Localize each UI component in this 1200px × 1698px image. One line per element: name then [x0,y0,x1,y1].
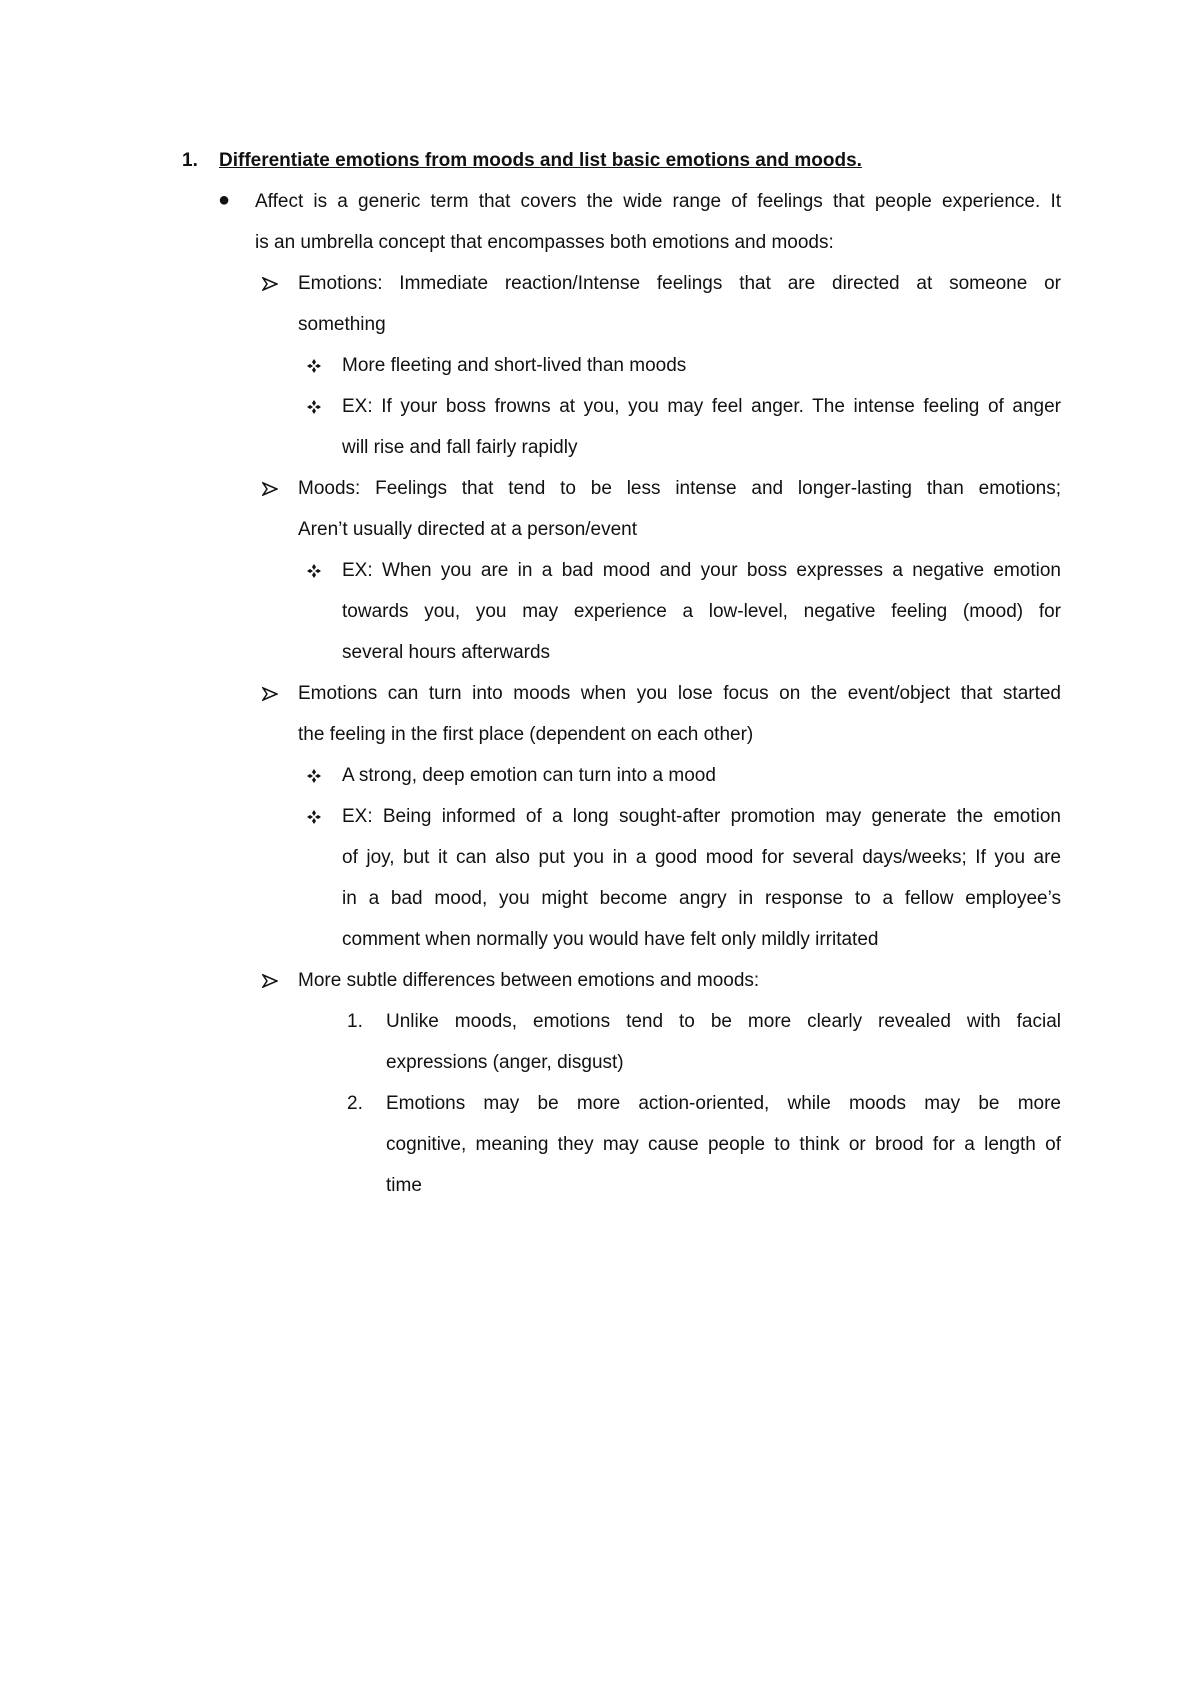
arrow-bullet-icon [262,263,280,304]
emotions-sub-2-line-2: will rise and fall fairly rapidly [342,437,578,458]
turn-into-line-1: Emotions can turn into moods when you lose focus on the event/object that started [298,683,1061,704]
moods-sub-1-line-2: towards you, you may experience a low-level, negative feeling (mood) for [342,601,1061,622]
emotions-sub-2-line-1: EX: If your boss frowns at you, you may feel anger. The intense feeling of anger [342,396,1061,417]
moods-line-1: Moods: Feelings that tend to be less intense and longer-lasting than emotions; [298,478,1061,499]
subtle-item-2-line-3: time [386,1175,422,1196]
subtle-item-2-line-2: cognitive, meaning they may cause people to think or brood for a length of [386,1134,1061,1155]
emotions-sub-1: More fleeting and short-lived than moods [342,355,687,376]
diamond-bullet-icon [306,755,324,796]
diamond-bullet-icon [306,550,324,591]
moods-line-2: Aren’t usually directed at a person/event [298,519,638,540]
emotions-line-2: something [298,314,386,335]
heading-number: 1. [182,150,198,171]
diamond-bullet-icon [306,345,324,386]
subtle-item-1-line-1: Unlike moods, emotions tend to be more clearly revealed with facial [386,1011,1061,1032]
subtle-item-2-number: 2. [347,1093,363,1114]
moods-sub-1-line-1: EX: When you are in a bad mood and your boss expresses a negative emotion [342,560,1061,581]
emotions-line-1: Emotions: Immediate reaction/Intense feelings that are directed at someone or [298,273,1061,294]
turn-into-sub-2-line-2: of joy, but it can also put you in a good mood for several days/weeks; If you are [342,847,1061,868]
subtle-item-1-line-2: expressions (anger, disgust) [386,1052,624,1073]
subtle-item-1-number: 1. [347,1011,363,1032]
diamond-bullet-icon [306,796,324,837]
turn-into-sub-1: A strong, deep emotion can turn into a mood [342,765,716,786]
turn-into-sub-2-line-4: comment when normally you would have felt only mildly irritated [342,929,879,950]
turn-into-sub-2-line-1: EX: Being informed of a long sought-after promotion may generate the emotion [342,806,1061,827]
arrow-bullet-icon [262,468,280,509]
affect-line-1: Affect is a generic term that covers the wide range of feelings that people experience. It [255,191,1061,212]
heading-title: Differentiate emotions from moods and list basic emotions and moods. [219,150,862,171]
diamond-bullet-icon [306,386,324,427]
subtle-item-2-line-1: Emotions may be more action-oriented, while moods may be more [386,1093,1061,1114]
turn-into-line-2: the feeling in the first place (dependent on each other) [298,724,754,745]
bullet-dot-icon: ● [218,189,231,211]
affect-line-2: is an umbrella concept that encompasses both emotions and moods: [255,232,834,253]
moods-sub-1-line-3: several hours afterwards [342,642,551,663]
subtle-line-1: More subtle differences between emotions and moods: [298,970,760,991]
arrow-bullet-icon [262,673,280,714]
arrow-bullet-icon [262,960,280,1001]
turn-into-sub-2-line-3: in a bad mood, you might become angry in response to a fellow employee’s [342,888,1061,909]
